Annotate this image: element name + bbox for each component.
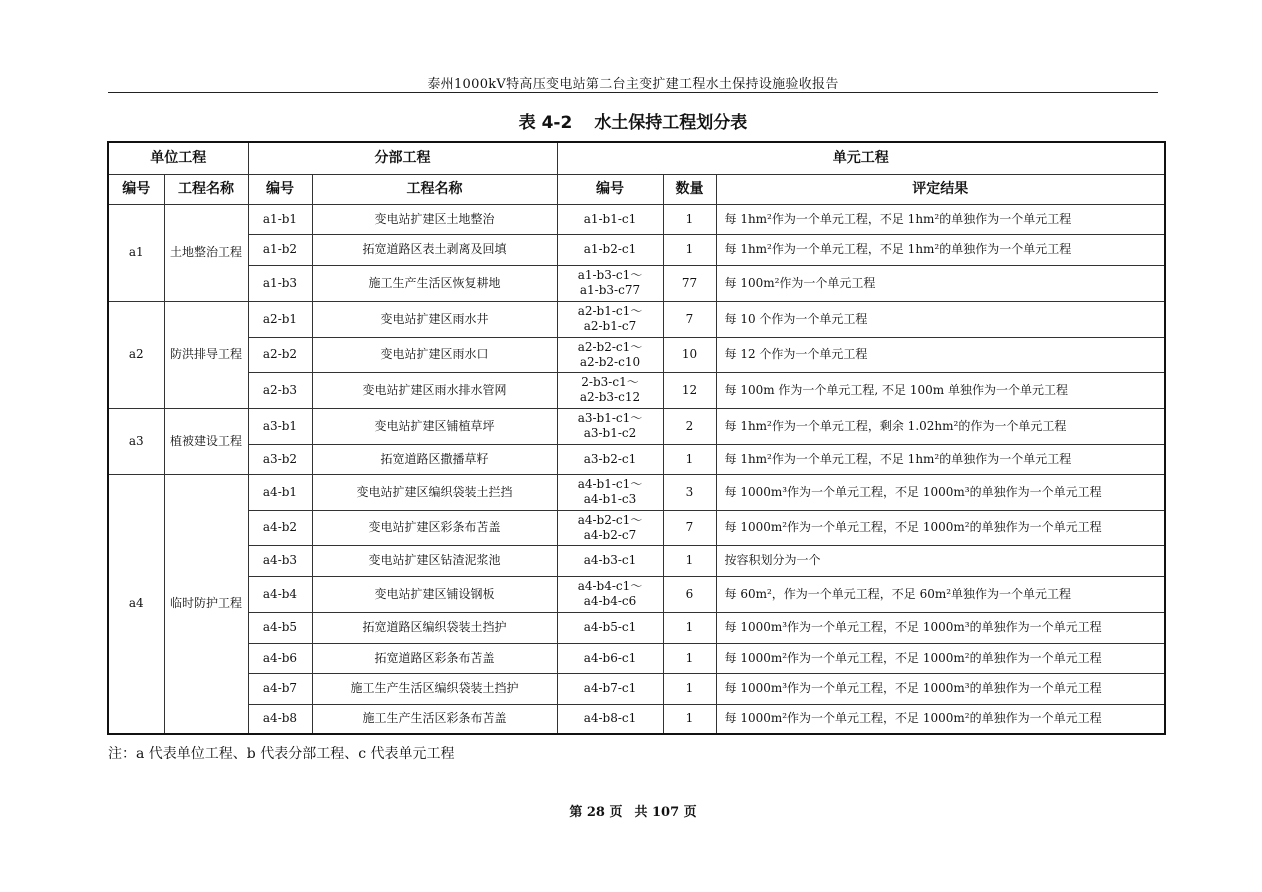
table-row — [108, 612, 1165, 643]
element-code-cell: a1-b1-c1 — [557, 204, 663, 234]
division-code-cell: a4-b3 — [248, 545, 312, 576]
table-row — [108, 337, 1165, 372]
group-header-row — [108, 142, 1165, 174]
unit-name-cell: 土地整治工程 — [164, 204, 248, 301]
division-code-cell: a4-b2 — [248, 510, 312, 545]
element-code-cell — [557, 337, 663, 372]
page-header-title: 泰州1000kV特高压变电站第二台主变扩建工程水土保持设施验收报告 — [427, 77, 839, 92]
page-number: 第 28 页 — [569, 805, 623, 820]
element-result-cell: 每 60m²，作为一个单元工程，不足 60m²单独作为一个单元工程 — [716, 576, 1165, 612]
element-count-cell: 7 — [663, 301, 716, 337]
element-result-cell: 每 1hm²作为一个单元工程，不足 1hm²的单独作为一个单元工程 — [716, 444, 1165, 474]
unit-code-cell: a4 — [108, 474, 164, 734]
division-name-cell: 变电站扩建区编织袋装土拦挡 — [312, 474, 557, 510]
division-name-cell: 施工生产生活区编织袋装土挡护 — [312, 673, 557, 704]
element-code-cell: a4-b8-c1 — [557, 704, 663, 734]
element-result-cell: 每 12 个作为一个单元工程 — [716, 337, 1165, 372]
element-code-start: a2-b1-c1～ — [577, 304, 643, 318]
table-row — [108, 408, 1165, 444]
division-name-cell: 变电站扩建区雨水井 — [312, 301, 557, 337]
element-code-end: a4-b4-c6 — [583, 594, 637, 608]
element-code-end: a4-b2-c7 — [583, 527, 637, 542]
unit-name-cell: 临时防护工程 — [164, 474, 248, 734]
division-code-cell: a1-b3 — [248, 265, 312, 301]
element-count-cell: 1 — [663, 612, 716, 643]
element-count-cell: 1 — [663, 673, 716, 704]
element-count-cell: 2 — [663, 408, 716, 444]
element-count-cell: 6 — [663, 576, 716, 612]
element-code-cell: a1-b2-c1 — [557, 234, 663, 265]
element-code-cell — [557, 301, 663, 337]
table-row — [108, 265, 1165, 301]
division-code-cell: a3-b1 — [248, 408, 312, 444]
header-element-result: 评定结果 — [716, 174, 1165, 204]
division-name-cell: 拓宽道路区撒播草籽 — [312, 444, 557, 474]
table-row — [108, 510, 1165, 545]
header-element-project: 单元工程 — [557, 142, 1165, 174]
unit-code-cell: a2 — [108, 301, 164, 408]
division-code-cell: a4-b8 — [248, 704, 312, 734]
division-name-cell: 施工生产生活区彩条布苫盖 — [312, 704, 557, 734]
table-caption — [108, 108, 1158, 133]
element-code-cell — [557, 474, 663, 510]
element-count-cell: 77 — [663, 265, 716, 301]
table-note: 注：a 代表单位工程、b 代表分部工程、c 代表单元工程 — [108, 746, 455, 762]
header-element-code: 编号 — [557, 174, 663, 204]
element-code-cell — [557, 510, 663, 545]
element-code-start: a1-b3-c1～ — [577, 268, 643, 282]
element-count-cell: 1 — [663, 704, 716, 734]
division-name-cell: 变电站扩建区钻渣泥浆池 — [312, 545, 557, 576]
page-total: 共 107 页 — [634, 805, 697, 820]
table-row — [108, 234, 1165, 265]
element-code-cell: a3-b2-c1 — [557, 444, 663, 474]
header-unit-name: 工程名称 — [164, 174, 248, 204]
unit-code-cell: a3 — [108, 408, 164, 474]
header-unit-code: 编号 — [108, 174, 164, 204]
table-row — [108, 545, 1165, 576]
element-code-cell — [557, 372, 663, 408]
table-row — [108, 372, 1165, 408]
unit-name-cell: 防洪排导工程 — [164, 301, 248, 408]
division-name-cell: 变电站扩建区雨水口 — [312, 337, 557, 372]
element-result-cell: 每 1000m²作为一个单元工程，不足 1000m²的单独作为一个单元工程 — [716, 643, 1165, 673]
element-code-start: a4-b1-c1～ — [577, 477, 643, 491]
division-name-cell: 施工生产生活区恢复耕地 — [312, 265, 557, 301]
table-row — [108, 204, 1165, 234]
element-result-cell: 每 10 个作为一个单元工程 — [716, 301, 1165, 337]
element-count-cell: 3 — [663, 474, 716, 510]
division-table — [107, 141, 1166, 735]
division-code-cell: a4-b1 — [248, 474, 312, 510]
header-division-project: 分部工程 — [248, 142, 557, 174]
element-result-cell: 按容积划分为一个 — [716, 545, 1165, 576]
element-count-cell: 10 — [663, 337, 716, 372]
element-code-end: a4-b1-c3 — [583, 492, 637, 506]
element-code-end: a2-b3-c12 — [579, 390, 641, 404]
table-row — [108, 643, 1165, 673]
division-name-cell: 变电站扩建区雨水排水管网 — [312, 372, 557, 408]
element-code-cell: a4-b7-c1 — [557, 673, 663, 704]
division-name-cell: 变电站扩建区彩条布苫盖 — [312, 510, 557, 545]
unit-name-cell: 植被建设工程 — [164, 408, 248, 474]
element-code-cell: a4-b3-c1 — [557, 545, 663, 576]
division-name-cell: 拓宽道路区彩条布苫盖 — [312, 643, 557, 673]
header-element-count: 数量 — [663, 174, 716, 204]
element-code-end: a2-b1-c7 — [583, 319, 637, 333]
table-row — [108, 444, 1165, 474]
element-result-cell: 每 1000m³作为一个单元工程，不足 1000m³的单独作为一个单元工程 — [716, 673, 1165, 704]
element-code-start: a2-b2-c1～ — [577, 339, 643, 354]
division-code-cell: a2-b1 — [248, 301, 312, 337]
element-count-cell: 1 — [663, 204, 716, 234]
element-code-cell: a4-b5-c1 — [557, 612, 663, 643]
element-code-cell — [557, 408, 663, 444]
element-code-end: a1-b3-c77 — [579, 283, 641, 297]
element-code-end: a2-b2-c10 — [579, 354, 641, 369]
element-count-cell: 1 — [663, 444, 716, 474]
element-count-cell: 1 — [663, 234, 716, 265]
table-title: 水土保持工程划分表 — [594, 113, 748, 133]
header-unit-project: 单位工程 — [108, 142, 248, 174]
table-row — [108, 474, 1165, 510]
element-count-cell: 7 — [663, 510, 716, 545]
element-result-cell: 每 1hm²作为一个单元工程，剩余 1.02hm²的作为一个单元工程 — [716, 408, 1165, 444]
element-count-cell: 1 — [663, 545, 716, 576]
element-code-cell — [557, 576, 663, 612]
element-count-cell: 12 — [663, 372, 716, 408]
element-result-cell: 每 1hm²作为一个单元工程，不足 1hm²的单独作为一个单元工程 — [716, 234, 1165, 265]
element-code-end: a3-b1-c2 — [583, 426, 637, 440]
element-result-cell: 每 100m 作为一个单元工程, 不足 100m 单独作为一个单元工程 — [716, 372, 1165, 408]
division-name-cell: 变电站扩建区铺设钢板 — [312, 576, 557, 612]
table-number: 表 4-2 — [518, 113, 573, 133]
unit-code-cell: a1 — [108, 204, 164, 301]
division-code-cell: a2-b3 — [248, 372, 312, 408]
element-code-cell: a4-b6-c1 — [557, 643, 663, 673]
element-code-cell — [557, 265, 663, 301]
division-name-cell: 变电站扩建区土地整治 — [312, 204, 557, 234]
element-result-cell: 每 100m²作为一个单元工程 — [716, 265, 1165, 301]
table-row — [108, 704, 1165, 734]
division-code-cell: a4-b7 — [248, 673, 312, 704]
element-count-cell: 1 — [663, 643, 716, 673]
element-code-start: 2-b3-c1～ — [581, 375, 639, 389]
division-code-cell: a4-b4 — [248, 576, 312, 612]
division-code-cell: a4-b6 — [248, 643, 312, 673]
division-name-cell: 变电站扩建区铺植草坪 — [312, 408, 557, 444]
division-code-cell: a1-b1 — [248, 204, 312, 234]
header-rule — [108, 92, 1158, 93]
element-code-start: a4-b4-c1～ — [577, 579, 643, 593]
element-result-cell: 每 1000m²作为一个单元工程，不足 1000m²的单独作为一个单元工程 — [716, 704, 1165, 734]
division-name-cell: 拓宽道路区表土剥离及回填 — [312, 234, 557, 265]
division-code-cell: a4-b5 — [248, 612, 312, 643]
element-result-cell: 每 1000m³作为一个单元工程，不足 1000m³的单独作为一个单元工程 — [716, 474, 1165, 510]
division-code-cell: a3-b2 — [248, 444, 312, 474]
element-result-cell: 每 1000m²作为一个单元工程，不足 1000m²的单独作为一个单元工程 — [716, 510, 1165, 545]
element-code-start: a4-b2-c1～ — [577, 512, 643, 527]
table-row — [108, 301, 1165, 337]
division-code-cell: a2-b2 — [248, 337, 312, 372]
table-row — [108, 576, 1165, 612]
division-code-cell: a1-b2 — [248, 234, 312, 265]
table-row — [108, 673, 1165, 704]
column-header-row — [108, 174, 1165, 204]
page-footer — [108, 801, 1158, 820]
element-result-cell: 每 1000m³作为一个单元工程，不足 1000m³的单独作为一个单元工程 — [716, 612, 1165, 643]
element-result-cell: 每 1hm²作为一个单元工程，不足 1hm²的单独作为一个单元工程 — [716, 204, 1165, 234]
element-code-start: a3-b1-c1～ — [577, 411, 643, 425]
header-division-code: 编号 — [248, 174, 312, 204]
division-name-cell: 拓宽道路区编织袋装土挡护 — [312, 612, 557, 643]
header-division-name: 工程名称 — [312, 174, 557, 204]
